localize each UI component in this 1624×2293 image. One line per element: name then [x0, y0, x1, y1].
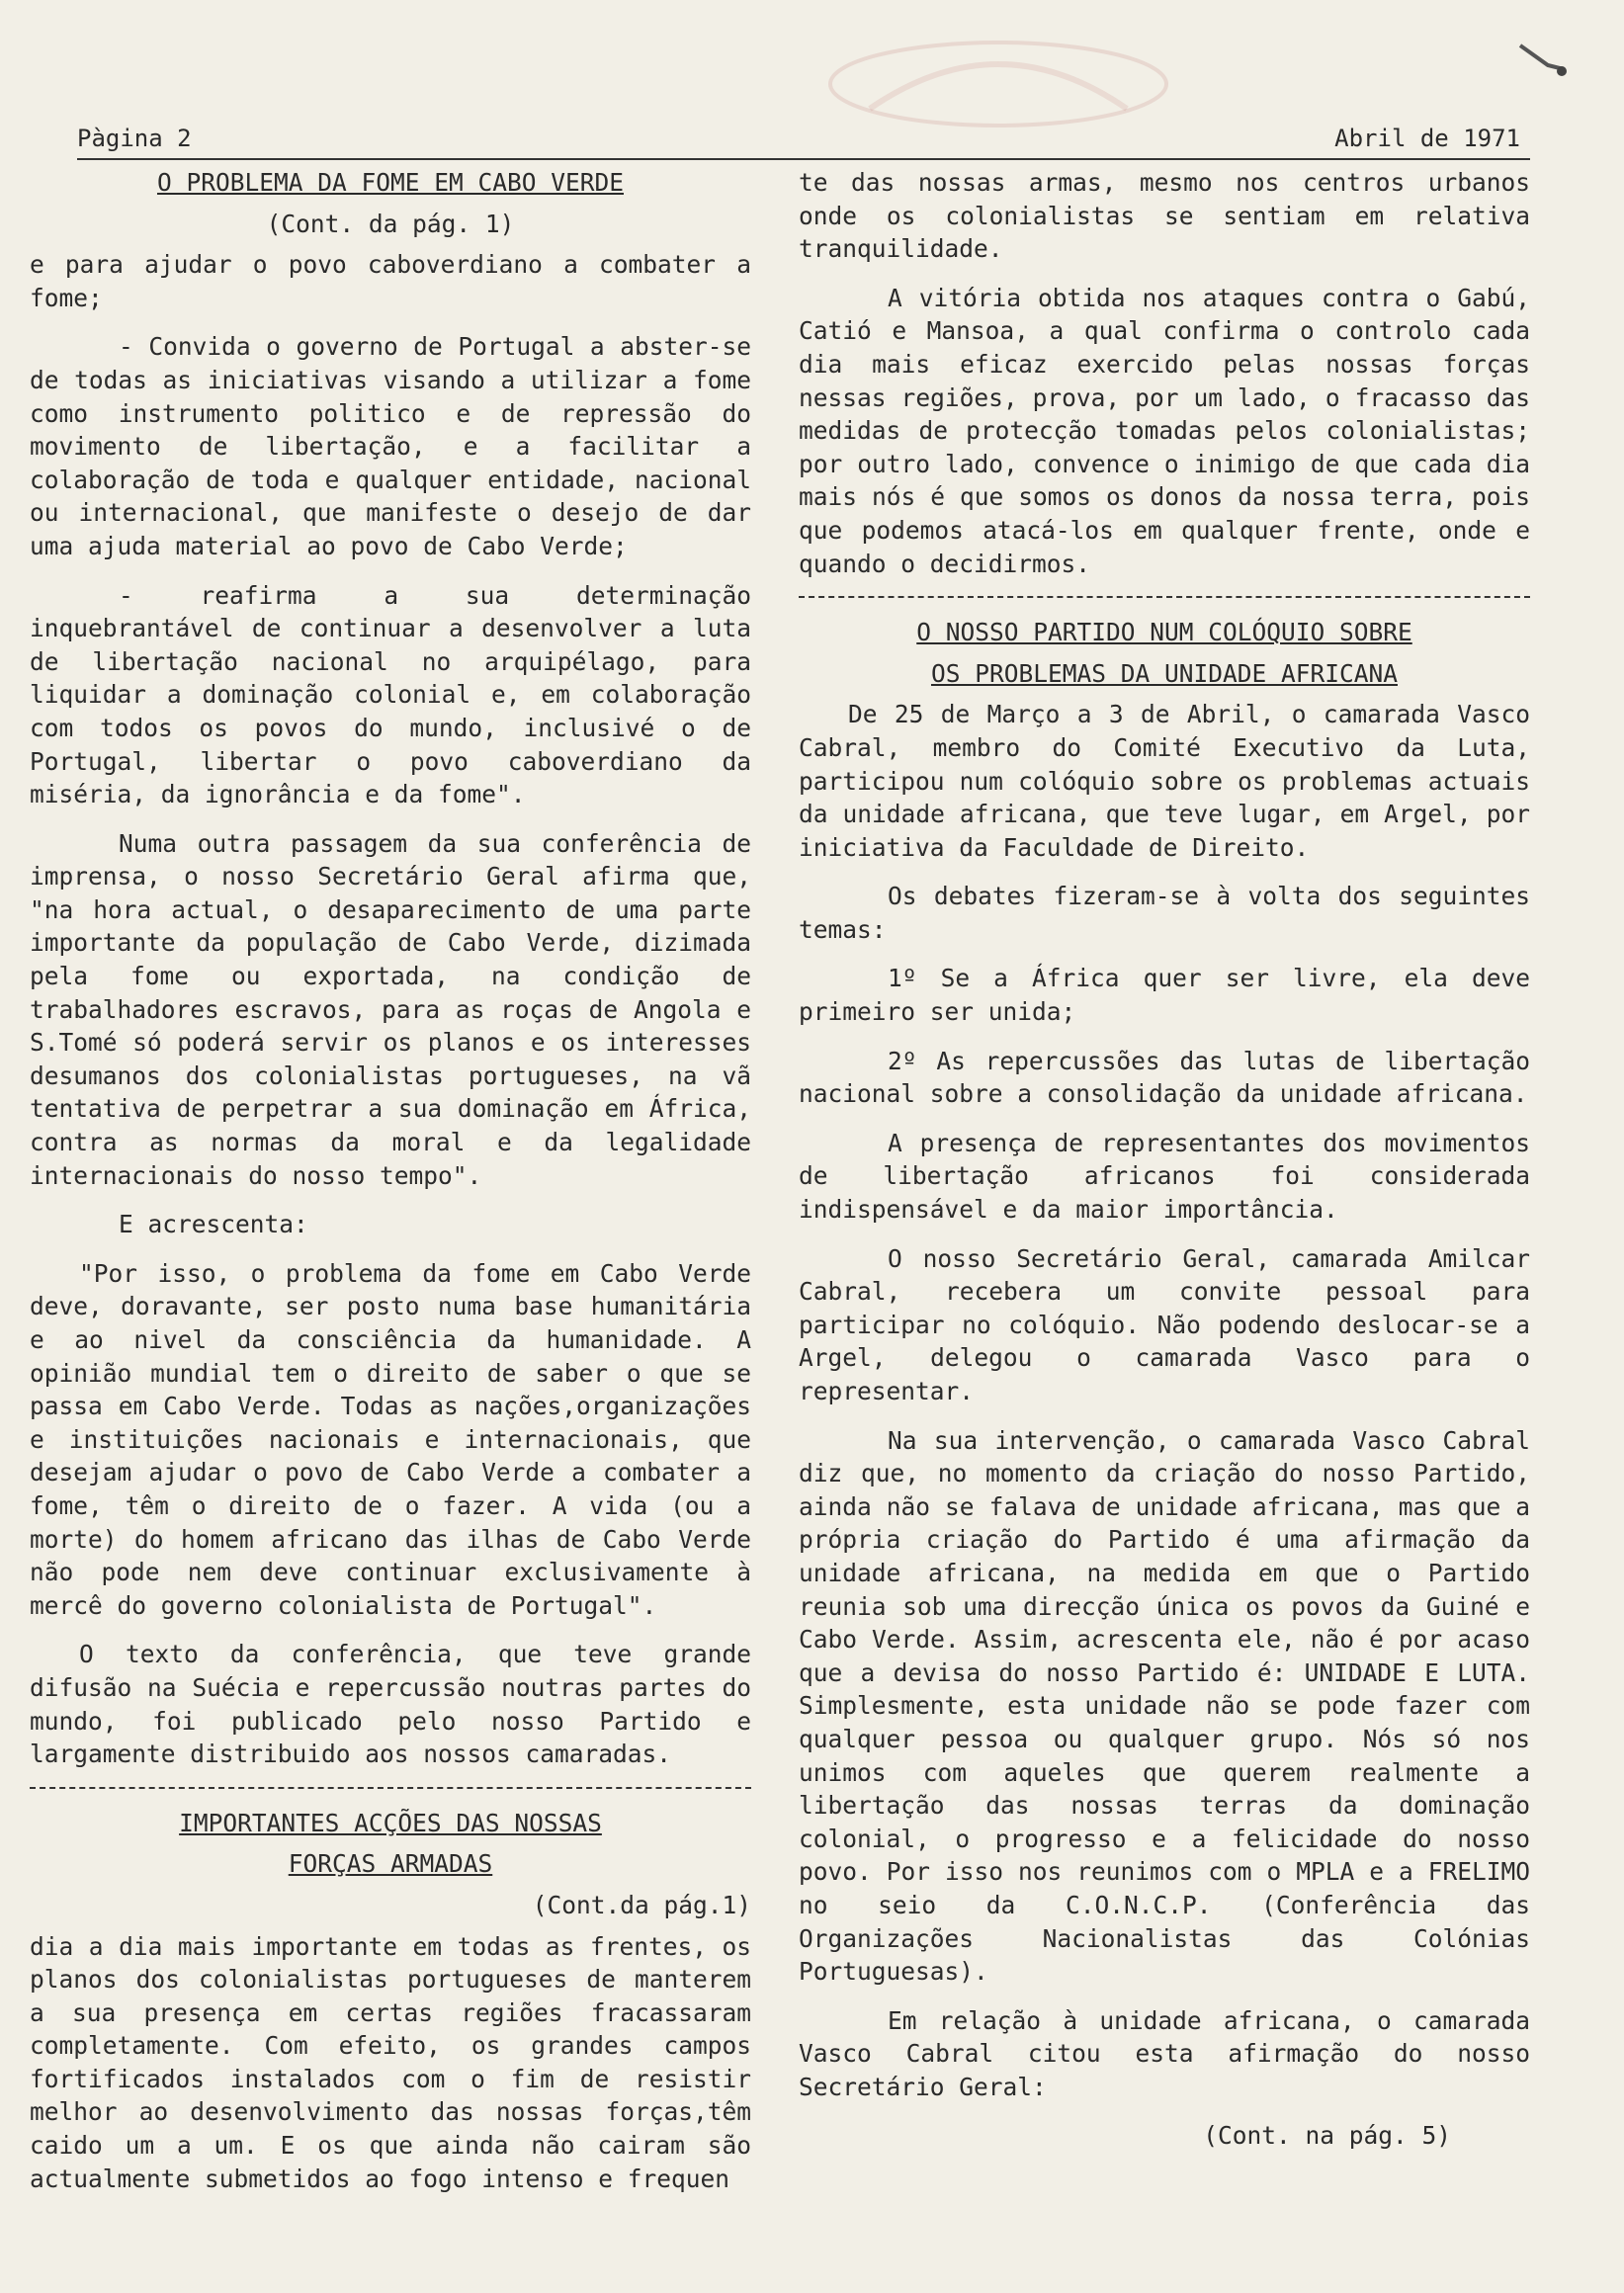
paragraph: "Por isso, o problema da fome em Cabo Verde deve, doravante, ser posto numa base humanitária e ao nivel da consciência da humanidade. A opinião mundial tem o direito de saber o que se passa em Cabo Verde. Todas as nações,organizações e instituições nacionais e internacionais, que desejam ajudar o povo de Cabo Verde a combater a fome, têm o direito de o fazer. A vida (ou a morte) do homem africano das ilhas de Cabo Verde não pode nem deve continuar exclusivamente à mercê do governo colonialista de Portugal". — [30, 1258, 751, 1620]
paragraph: Numa outra passagem da sua conferência de imprensa, o nosso Secretário Geral afirma que, "na hora actual, o desaparecimento de uma parte importante da população de Cabo Verde, dizimada pela fome ou exportada, na condição de trabalhadores escravos, para as roças de Angola e S.Tomé só poderá servir os planos e os interesses desumanos dos colonialistas portugueses, na vã tentativa de perpetrar a sua dominação em África, contra as normas da moral e da legalidade internacionais do nosso tempo". — [30, 828, 751, 1190]
article-title-coloquio-line2: OS PROBLEMAS DA UNIDADE AFRICANA — [930, 658, 1398, 688]
issue-date: Abril de 1971 — [1334, 125, 1520, 152]
right-column — [799, 166, 1530, 2153]
continuation-note: (Cont.da pág.1) — [532, 1890, 751, 1919]
continuation-note: (Cont. da pág. 1) — [266, 209, 515, 238]
paragraph: dia a dia mais importante em todas as frentes, os planos dos colonialistas portugueses de manterem a sua presença em certas regiões fracassaram completamente. Com efeito, os grandes campos fortificados instalados com o fim de resistir melhor ao desenvolvimento das nossas forças,têm caido um a um. E os que ainda não cairam são actualmente submetidos ao fogo intenso e frequen — [30, 1931, 751, 2193]
paragraph: Em relação à unidade africana, o camarada Vasco Cabral citou esta afirmação do nosso Secretário Geral: — [799, 2005, 1530, 2101]
paragraph: - reafirma a sua determinação inquebrantável de continuar a desenvolver a luta de libertação nacional no arquipélago, para liquidar a dominação colonial e, em colaboração com todos os povos do mundo, inclusivé o de Portugal, libertar o povo caboverdiano da miséria, da ignorância e da fome". — [30, 580, 751, 809]
paragraph: A vitória obtida nos ataques contra o Gabú, Catió e Mansoa, a qual confirma o controlo cada dia mais eficaz exercido pelas nossas forças nessas regiões, prova, por um lado, o fracasso das medidas de protecção tomadas pelos colonialistas; por outro lado, convence o inimigo de que cada dia mais nós é que somos os donos da nossa terra, pois que podemos atacá-los em qualquer frente, onde e quando o decidirmos. — [799, 283, 1530, 578]
paragraph: O texto da conferência, que teve grande difusão na Suécia e repercussão noutras partes do mundo, foi publicado pelo nosso Partido e largamente distribuido aos nossos camaradas. — [30, 1640, 751, 1769]
article-title-accoes: IMPORTANTES ACÇÕES DAS NOSSAS — [179, 1808, 602, 1837]
article-title-accoes-line2: FORÇAS ARMADAS — [288, 1849, 493, 1879]
section-divider — [30, 1787, 751, 1789]
article-title-coloquio: O NOSSO PARTIDO NUM COLÓQUIO SOBRE — [916, 618, 1412, 647]
page-number: Pàgina 2 — [77, 125, 192, 152]
ink-mark-icon — [1512, 40, 1572, 79]
paragraph: 2º As repercussões das lutas de libertação nacional sobre a consolidação da unidade africana. — [799, 1046, 1530, 1109]
paragraph: O nosso Secretário Geral, camarada Amilcar Cabral, recebera um convite pessoal para participar no colóquio. Não podendo deslocar-se a Argel, delegou o camarada Vasco para o representar. — [799, 1243, 1530, 1405]
paragraph: Na sua intervenção, o camarada Vasco Cabral diz que, no momento da criação do nosso Partido, ainda não se falava de unidade africana, mas que a própria criação do Partido é uma afirmação da unidade africana, na medida em que o Partido reunia sob uma direcção única os povos da Guiné e Cabo Verde. Assim, acrescenta ele, não é por acaso que a devisa do nosso Partido é: UNIDADE E LUTA. Simplesmente, esta unidade não se pode fazer com qualquer pessoa ou qualquer grupo. Nós só nos unimos com aqueles que querem realmente a libertação das nossas terras da dominação colonial, o progresso e a felicidade do nosso povo. Por isso nos reunimos com o MPLA e a FRELIMO no seio da C.O.N.C.P. (Conferência das Organizações Nacionalistas das Colónias Portuguesas). — [799, 1425, 1530, 1987]
paragraph: 1º Se a África quer ser livre, ela deve primeiro ser unida; — [799, 964, 1530, 1027]
paragraph: De 25 de Março a 3 de Abril, o camarada Vasco Cabral, membro do Comité Executivo da Luta, participou num colóquio sobre os problemas actuais da unidade africana, que teve lugar, em Argel, por iniciativa da Faculdade de Direito. — [799, 700, 1530, 862]
article-title-fome: O PROBLEMA DA FOME EM CABO VERDE — [156, 168, 624, 197]
left-column — [30, 166, 751, 2211]
paragraph: A presença de representantes dos movimentos de libertação africanos foi considerada indispensável e da maior importância. — [799, 1128, 1530, 1225]
page-header — [77, 119, 1530, 160]
continuation-note: (Cont. na pág. 5) — [1203, 2121, 1451, 2151]
paragraph: - Convida o governo de Portugal a abster-se de todas as iniciativas visando a utilizar a fome como instrumento politico e de repressão do movimento de libertação, e a facilitar a colaboração de toda e qualquer entidade, nacional ou internacional, que manifeste o desejo de dar uma ajuda material ao povo de Cabo Verde; — [30, 332, 751, 560]
section-divider — [799, 596, 1530, 598]
paragraph: e para ajudar o povo caboverdiano a combater a fome; — [30, 250, 751, 312]
paragraph: E acrescenta: — [119, 1210, 308, 1239]
paragraph: Os debates fizeram-se à volta dos seguintes temas: — [799, 882, 1530, 944]
paragraph: te das nossas armas, mesmo nos centros urbanos onde os colonialistas se sentiam em relativa tranquilidade. — [799, 168, 1530, 264]
